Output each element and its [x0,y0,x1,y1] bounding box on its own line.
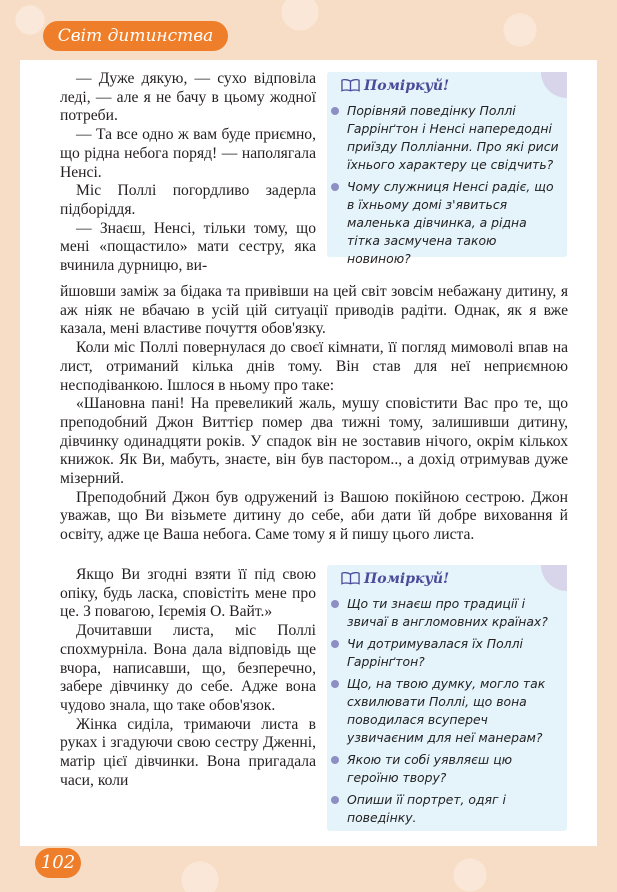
paragraph: йшовши заміж за бідака та привівши на цей світ зовсім небажану дитину, я аж ніяк не вбачаю в усій цій ситуації приводів радіти. Однак, як я вже казала, мені властиве почуття обов'язку. [60,283,568,338]
paragraph: Преподобний Джон був одружений із Вашою покійною сестрою. Джон уважав, що Ви візьмете дитину до себе, аби дати їй добре виховання й освіту, адже це Ваша небога. Саме тому я й пишу цього листа. [60,488,568,544]
paragraph: Коли міс Поллі повернулася до своєї кімнати, її погляд мимоволі впав на лист, отриманий кілька днів тому. Він став для неї неприємною несподіванкою. Ішлося в ньому про таке: [60,339,568,394]
corner-decoration [541,72,567,98]
think-label: Поміркуй! [364,78,450,94]
list-item: Що ти знаєш про традиції і звичаї в англомовних країнах? [327,595,567,631]
think-box-title [341,78,449,94]
list-item: Що, на твою думку, могло так схвилювати Поллі, що вона поводилася всупереч узвичаєним для неї манерам? [327,675,567,747]
story-text-narrow-2 [60,566,316,790]
page-number: 102 [40,852,76,873]
paragraph: «Шановна пані! На превеликий жаль, мушу сповістити Вас про те, що преподобний Джон Виттієр помер два тижні тому, залишивши дитину, дівчинку одинадцяти років. У спадок він не зоставив нічого, окрім кількох книжок. Як Ви, мабуть, знаєте, він був пастором.., а дохід отримував дуже мізерний. [60,395,568,488]
paragraph: Якщо Ви згодні взяти її під свою опіку, будь ласка, сповістіть мене про це. З повагою, Ієремія О. Вайт.» [60,566,316,621]
corner-decoration [541,565,567,591]
open-book-icon [341,571,360,585]
think-box-1 [327,72,567,266]
section-title-badge [43,21,228,51]
paragraph: — Знаєш, Ненсі, тільки тому, що мені «пощастило» мати сестру, яка вчинила дурницю, ви- [60,219,316,275]
paragraph: Жінка сиділа, тримаючи листа в руках і згадуючи свою сестру Дженні, матір цієї дівчинки. Вона пригадала часи, коли [60,715,316,789]
list-item: Чому служниця Ненсі радіє, що в їхньому домі з'явиться маленька дівчинка, а рідна тітка засмучена такою новиною? [327,178,567,268]
think-box-2 [327,565,567,831]
list-item: Опиши її портрет, одяг і поведінку. [327,791,567,827]
list-item: Чи дотримувалася їх Поллі Гаррінґтон? [327,635,567,671]
section-title: Світ дитинства [57,26,214,46]
question-list [327,102,567,272]
open-book-icon [341,78,360,92]
page-number-badge [35,848,81,878]
paragraph: — Дуже дякую, — сухо відповіла леді, — але я не бачу в цьому жодної потреби. [60,70,316,125]
paragraph: Міс Поллі погордливо задерла підборіддя. [60,182,316,218]
think-label: Поміркуй! [364,571,450,587]
list-item: Порівняй поведінку Поллі Гаррінґтон і Ненсі напередодні приїзду Полліанни. Про які риси їхнього характеру це свідчить? [327,102,567,174]
list-item: Якою ти собі уявляєш цю героїню твору? [327,751,567,787]
story-text-full [60,283,568,545]
story-text-narrow-1 [60,70,316,276]
paragraph: — Та все одно ж вам буде приємно, що рідна небога поряд! — наполягала Ненсі. [60,126,316,181]
paragraph: Дочитавши листа, міс Поллі спохмурніла. Вона дала відповідь ще вчора, написавши, що, безперечно, забере дівчинку до себе. Адже вона чудово знала, що таке обов'язок. [60,622,316,714]
question-list [327,595,567,831]
think-box-title [341,571,449,587]
